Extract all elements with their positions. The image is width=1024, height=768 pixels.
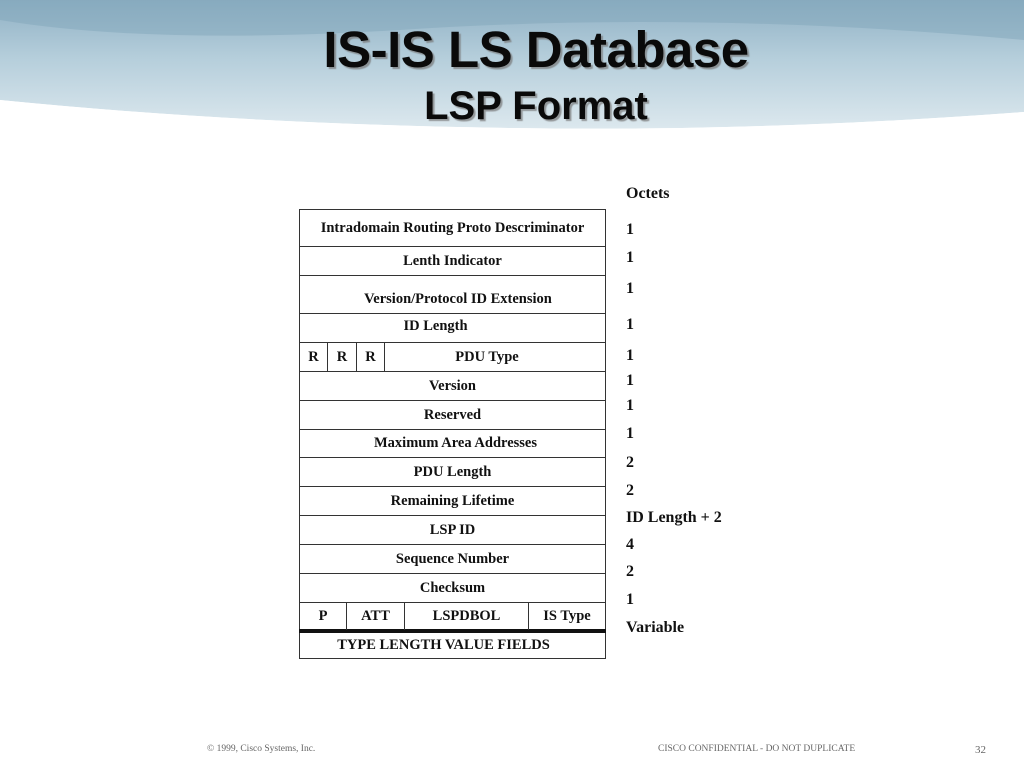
octets-value: 1 [626, 249, 634, 266]
field-version: Version [429, 377, 476, 394]
footer-confidential: CISCO CONFIDENTIAL - DO NOT DUPLICATE [658, 744, 856, 754]
field-maximum-area-addresses: Maximum Area Addresses [374, 435, 537, 451]
octets-value: 1 [626, 221, 634, 238]
field-is-type: IS Type [543, 608, 591, 624]
octets-value: 1 [626, 347, 634, 364]
octets-value: 4 [626, 536, 634, 553]
footer-copyright: © 1999, Cisco Systems, Inc. [207, 744, 316, 754]
field-p-bit: P [318, 608, 328, 624]
table-border-bottom [299, 658, 606, 659]
octets-value: 1 [626, 372, 634, 389]
octets-value: 1 [626, 316, 634, 333]
row-divider [299, 275, 606, 276]
field-length-indicator: Lenth Indicator [403, 252, 502, 269]
field-reserved-bit-r1: R [308, 348, 319, 365]
octets-value: 1 [626, 425, 634, 442]
octets-value: 1 [626, 591, 634, 608]
field-pdu-length: PDU Length [413, 463, 492, 480]
field-version-protocol-id-extension: Version/Protocol ID Extension [364, 291, 552, 307]
field-lsp-id: LSP ID [429, 521, 476, 538]
field-remaining-lifetime: Remaining Lifetime [390, 492, 515, 509]
octets-value: 1 [626, 397, 634, 414]
field-tlv: TYPE LENGTH VALUE FIELDS [337, 637, 550, 653]
field-lspdbol-bit: LSPDBOL [432, 608, 501, 624]
octets-value: 2 [626, 454, 634, 471]
field-reserved: Reserved [423, 406, 482, 423]
field-pdu-type: PDU Type [455, 348, 519, 365]
slide-title: IS-IS LS Database [323, 21, 749, 78]
field-reserved-bit-r2: R [336, 348, 348, 365]
octets-value: 2 [626, 563, 634, 580]
octets-value: 1 [626, 280, 634, 297]
field-sequence-number: Sequence Number [395, 550, 510, 567]
field-checksum: Checksum [419, 579, 486, 596]
field-att-bits: ATT [361, 608, 390, 624]
footer-page-number: 32 [975, 744, 986, 756]
slide-subtitle: LSP Format [424, 84, 648, 128]
octets-value: Variable [626, 619, 685, 636]
octets-value: 2 [626, 482, 634, 499]
field-id-length: ID Length [403, 317, 468, 334]
octets-value: ID Length + 2 [626, 509, 722, 526]
field-reserved-bit-r3: R [365, 348, 376, 365]
octets-header: Octets [626, 185, 670, 202]
field-irpd: Intradomain Routing Proto Descriminator [320, 219, 585, 236]
